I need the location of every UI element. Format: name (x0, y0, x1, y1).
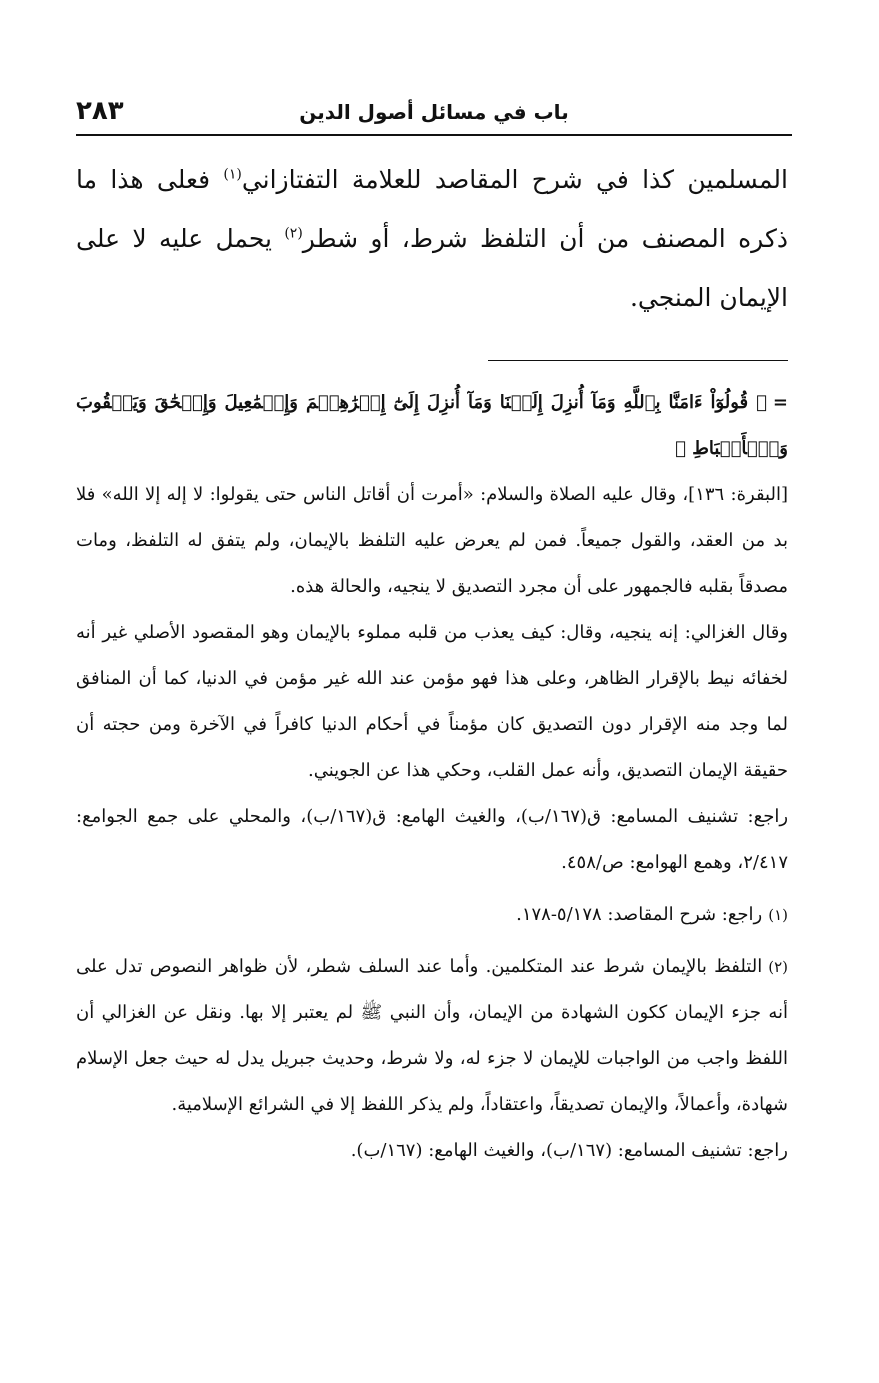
page-number: ٢٨٣ (76, 96, 124, 126)
continuation-paragraph-1: [البقرة: ١٣٦]، وقال عليه الصلاة والسلام: «أمرت أن أقاتل الناس حتى يقولوا: لا إله إلا الله» فلا بد من العقد، والقول جميعاً. فمن لم يعرض عليه التلفظ بالإيمان، ولم يتفق له التلفظ، ومات مصدقاً بقلبه فالجمهور على أن مجرد التصديق لا ينجيه، والحالة هذه. (76, 484, 788, 597)
continuation-paragraph-3: راجع: تشنيف المسامع: ق(١٦٧/ب)، والغيث الهامع: ق(١٦٧/ب)، والمحلي على جمع الجوامع: ٢/٤١٧، وهمع الهوامع: ص/٤٥٨. (76, 806, 789, 873)
header-rule (76, 134, 792, 136)
footnote-ref-2: (٢) (284, 225, 303, 242)
continuation-mark: = (772, 392, 788, 413)
continuation-verse-line (76, 380, 788, 472)
continuation-paragraph-2: وقال الغزالي: إنه ينجيه، وقال: كيف يعذب من قلبه مملوء بالإيمان وهو المقصود الأصلي غير أنه لخفائه نيط بالإقرار الظاهر، وعلى هذا فهو مؤمن عند الله غير مؤمن في الدنيا، كما أن المنافق لما وجد منه الإقرار دون التصديق كان مؤمناً في أحكام الدنيا كافراً في الآخرة ومن حجته أن حقيقة الإيمان التصديق، وأنه عمل القلب، وحكي هذا عن الجويني. (76, 622, 788, 781)
footnotes (76, 380, 788, 1174)
footnote-continuation (76, 380, 788, 886)
quran-verse: ﴿ قُولُوٓاْ ءَامَنَّا بِٱللَّهِ وَمَآ أُنزِلَ إِلَيۡنَا وَمَآ أُنزِلَ إِلَىٰٓ إِبۡرَٰهِـۧمَ وَإِسۡمَٰعِيلَ وَإِسۡحَٰقَ وَيَعۡقُوبَ وَٱلۡأَسۡبَاطِ ﴾ (76, 392, 788, 459)
footnote-2-paragraph-2: راجع: تشنيف المسامع: (١٦٧/ب)، والغيث الهامع: (١٦٧/ب). (350, 1140, 788, 1161)
footnote-2-marker: (٢) (768, 958, 788, 976)
main-text-part-3: يحمل عليه لا على الإيمان المنجي. (76, 224, 788, 312)
page-header (76, 96, 792, 132)
main-text-part-1: المسلمين كذا في شرح المقاصد للعلامة التفتازاني (241, 165, 788, 194)
footnote-separator (488, 360, 788, 361)
footnote-1-text: راجع: شرح المقاصد: ٥/١٧٨-١٧٨. (516, 904, 763, 925)
main-paragraph (76, 150, 788, 327)
running-title: باب في مسائل أصول الدين (299, 100, 569, 124)
footnote-1 (76, 892, 788, 938)
main-text (76, 150, 788, 327)
footnote-ref-1: (١) (223, 166, 242, 183)
main-text-part-2: فعلى هذا ما ذكره المصنف من أن التلفظ شرط، أو شطر (76, 165, 788, 253)
footnote-1-marker: (١) (768, 906, 788, 924)
footnote-2 (76, 944, 788, 1174)
footnote-2-paragraph-1: التلفظ بالإيمان شرط عند المتكلمين. وأما عند السلف شطر، لأن ظواهر النصوص تدل على أنه جزء الإيمان ككون الشهادة من الإيمان، وأن النبي ﷺ لم يعتبر إلا بها. ونقل عن الغزالي أن اللفظ واجب من الواجبات للإيمان لا جزء له، ولا شرط، وحديث جبريل يدل له حيث جعل الإسلام شهادة، وأعمالاً، والإيمان تصديقاً، واعتقاداً، ولم يذكر اللفظ إلا في الشرائع الإسلامية. (76, 956, 788, 1115)
